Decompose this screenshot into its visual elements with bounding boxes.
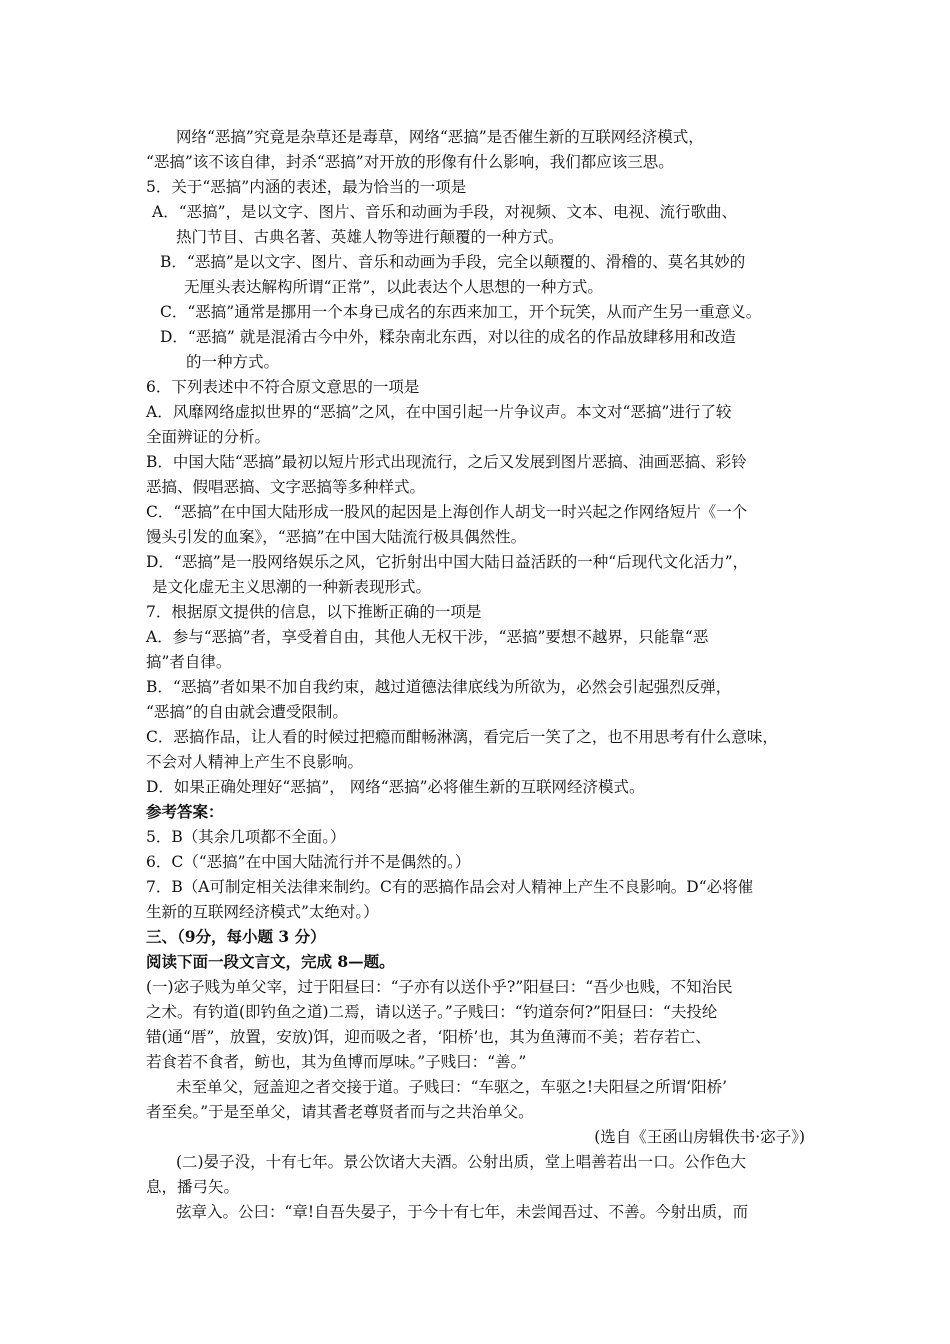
answer-6: 6．C（“恶搞”在中国大陆流行并不是偶然的。） <box>146 853 471 871</box>
section-instruction: 阅读下面一段文言文，完成 8—题。 <box>146 952 395 971</box>
q6-option-d-line-1: D．“恶搞”是一股网络娱乐之风，它折射出中国大陆日益活跃的一种“后现代文化活力”， <box>146 553 749 571</box>
passage-2-line-2: 者至矣。”于是至单父，请其耆老尊贤者而与之共治单父。 <box>146 1103 534 1121</box>
q7-option-b-line-2: “恶搞”的自由就会遭受限制。 <box>146 703 348 721</box>
passage-3-line-2: 息，播弓矢。 <box>146 1178 240 1196</box>
passage-1-line-1: (一)宓子贱为单父宰，过于阳昼曰：“子亦有以送仆乎?”阳昼曰：“吾少也贱，不知治民 <box>146 978 733 996</box>
q5-stem: 5．关于“恶搞”内涵的表述，最为恰当的一项是 <box>146 178 467 196</box>
q6-option-a-line-1: A．风靡网络虚拟世界的“恶搞”之风，在中国引起一片争议声。本文对“恶搞”进行了较 <box>146 403 732 421</box>
answer-5: 5．B（其余几项都不全面。） <box>146 828 346 846</box>
passage-source: (选自《王函山房辑佚书·宓子》) <box>594 1128 805 1146</box>
section-heading: 三、（9分，每小题 3 分） <box>146 927 326 946</box>
q6-option-d-line-2: 是文化虚无主义思潮的一种新表现形式。 <box>152 578 432 596</box>
q5-option-d-line-1: D．“恶搞” 就是混淆古今中外，糅杂南北东西，对以往的成名的作品放肆移用和改造 <box>160 328 736 346</box>
passage-2-line-1: 未至单父，冠盖迎之者交接于道。子贱曰：“车驱之，车驱之!夫阳昼之所谓‘阳桥’ <box>176 1078 728 1096</box>
q7-option-b-line-1: B．“恶搞”者如果不加自我约束，越过道德法律底线为所欲为，必然会引起强烈反弹， <box>146 678 732 696</box>
q5-option-c: C．“恶搞”通常是挪用一个本身已成名的东西来加工，开个玩笑，从而产生另一重意义。 <box>160 303 762 321</box>
q6-option-a-line-2: 全面辨证的分析。 <box>146 428 271 446</box>
q5-option-a-line-1: A．“恶搞”，是以文字、图片、音乐和动画为手段，对视频、文本、电视、流行歌曲、 <box>152 203 738 221</box>
q7-option-c-line-2: 不会对人精神上产生不良影响。 <box>146 753 364 771</box>
q7-option-a-line-1: A．参与“恶搞”者，享受着自由，其他人无权干涉，“恶搞”要想不越界，只能靠“恶 <box>146 628 709 646</box>
answer-7-line-2: 生新的互联网经济模式”太绝对。） <box>146 903 379 921</box>
q6-stem: 6．下列表述中不符合原文意思的一项是 <box>146 378 420 396</box>
passage-1-line-3: 错(通“厝”，放置，安放)饵，迎而吸之者，‘阳桥’也，其为鱼薄而不美；若存若亡、 <box>146 1028 711 1046</box>
q7-option-c-line-1: C．恶搞作品，让人看的时候过把瘾而酣畅淋漓，看完后一笑了之，也不用思考有什么意味， <box>146 728 778 746</box>
q7-option-a-line-2: 搞”者自律。 <box>146 653 232 671</box>
answers-heading: 参考答案： <box>146 802 224 821</box>
q7-option-d: D．如果正确处理好“恶搞”， 网络“恶搞”必将催生新的互联网经济模式。 <box>146 778 645 796</box>
q5-option-b-line-2: 无厘头表达解构所谓“正常”，以此表达个人思想的一种方式。 <box>184 278 603 296</box>
q5-option-a-line-2: 热门节目、古典名著、英雄人物等进行颠覆的一种方式。 <box>176 228 564 246</box>
q6-option-b-line-2: 恶搞、假唱恶搞、文字恶搞等多种样式。 <box>146 478 426 496</box>
q6-option-b-line-1: B．中国大陆“恶搞”最初以短片形式出现流行，之后又发展到图片恶搞、油画恶搞、彩铃 <box>146 453 747 471</box>
passage-3-line-1: (二)晏子没，十有七年。景公饮诸大夫酒。公射出质，堂上唱善若出一口。公作色大 <box>176 1153 747 1171</box>
q5-option-b-line-1: B．“恶搞”是以文字、图片、音乐和动画为手段，完全以颠覆的、滑稽的、莫名其妙的 <box>160 253 746 271</box>
intro-line-2: “恶搞”该不该自律，封杀“恶搞”对开放的形像有什么影响，我们都应该三思。 <box>146 153 674 171</box>
q7-stem: 7．根据原文提供的信息，以下推断正确的一项是 <box>146 603 482 621</box>
q6-option-c-line-1: C．“恶搞”在中国大陆形成一股风的起因是上海创作人胡戈一时兴起之作网络短片《一个 <box>146 503 748 521</box>
passage-1-line-2: 之术。有钓道(即钓鱼之道)二焉，请以送子。”子贱曰：“钓道奈何?”阳昼曰：“夫投纶 <box>146 1003 718 1021</box>
passage-1-line-4: 若食若不食者，鲂也，其为鱼博而厚味。”子贱曰：“善。” <box>146 1053 527 1071</box>
q6-option-c-line-2: 馒头引发的血案》，“恶搞”在中国大陆流行极具偶然性。 <box>146 528 527 546</box>
passage-4-line-1: 弦章入。公曰：“章!自吾失晏子，于今十有七年，未尝闻吾过、不善。今射出质，而 <box>176 1203 749 1221</box>
answer-7-line-1: 7．B（A可制定相关法律来制约。C有的恶搞作品会对人精神上产生不良影响。D“必将催 <box>146 878 754 896</box>
intro-line-1: 网络“恶搞”究竟是杂草还是毒草，网络“恶搞”是否催生新的互联网经济模式， <box>176 128 704 146</box>
q5-option-d-line-2: 的一种方式。 <box>186 353 280 371</box>
